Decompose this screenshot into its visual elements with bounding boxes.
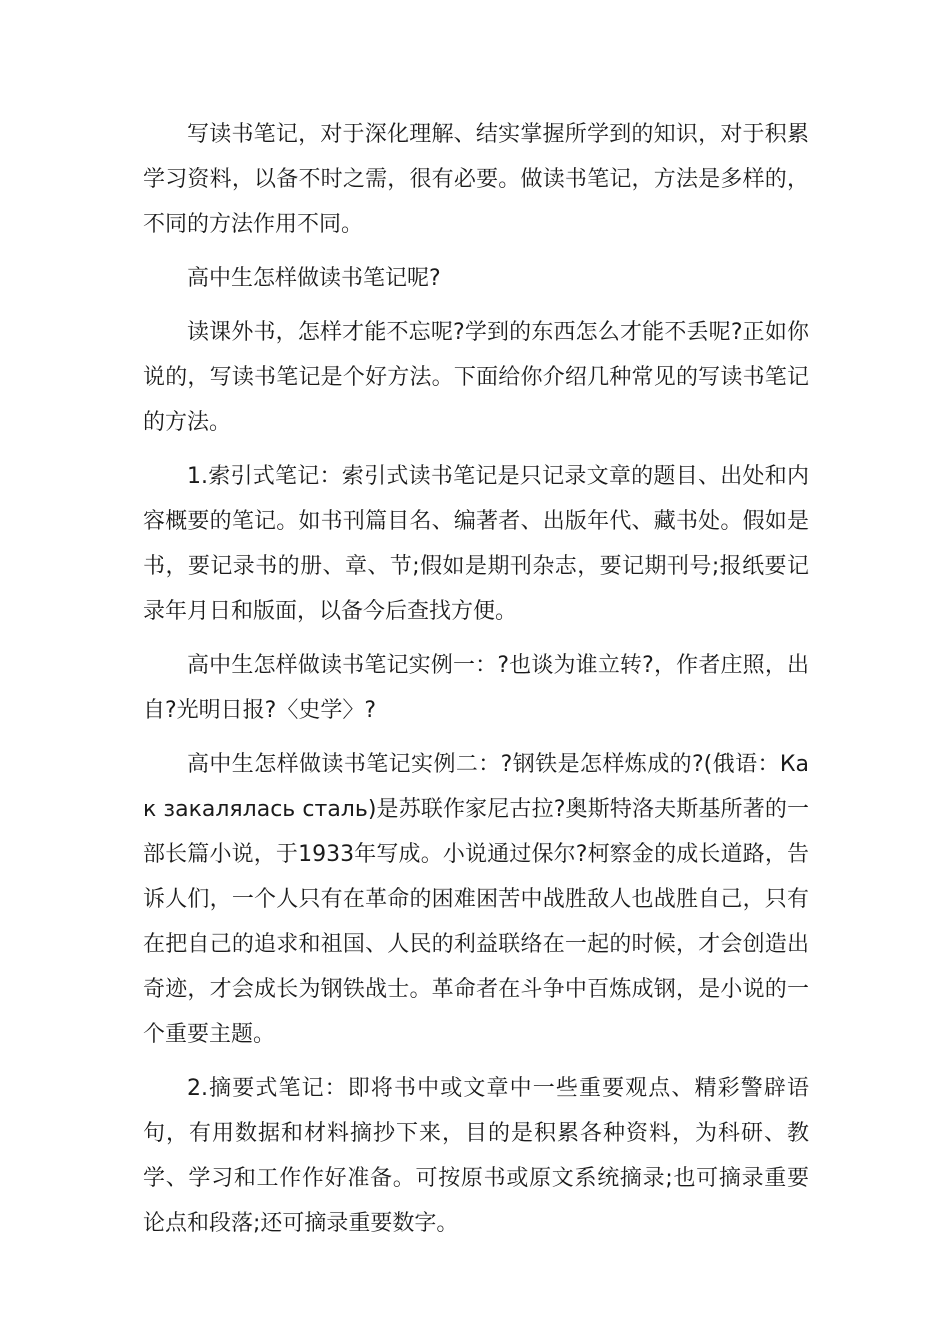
paragraph-example-two: 高中生怎样做读书笔记实例二：?钢铁是怎样炼成的?(俄语：Как закалялась сталь)是苏联作家尼古拉?奥斯特洛夫斯基所著的一部长篇小说，于1933年写成。小说通过保尔?柯察金的成长道路，告诉人们，一个人只有在革命的困难困苦中战胜敌人也战胜自己，只有在把自己的追求和祖国、人民的利益联络在一起的时候，才会创造出奇迹，才会成长为钢铁战士。革命者在斗争中百炼成钢，是小说的一个重要主题。 bbox=[143, 752, 809, 1047]
paragraph-answer: 读课外书，怎样才能不忘呢?学到的东西怎么才能不丢呢?正如你说的，写读书笔记是个好方法。下面给你介绍几种常见的写读书笔记的方法。 bbox=[143, 320, 809, 435]
paragraph-example-one: 高中生怎样做读书笔记实例一：?也谈为谁立转?，作者庄照，出自?光明日报?〈史学〉? bbox=[143, 653, 809, 723]
paragraph-intro: 写读书笔记，对于深化理解、结实掌握所学到的知识，对于积累学习资料，以备不时之需，很有必要。做读书笔记，方法是多样的，不同的方法作用不同。 bbox=[143, 122, 809, 237]
paragraph-question: 高中生怎样做读书笔记呢? bbox=[187, 266, 441, 291]
paragraph-index-notes: 1.索引式笔记：索引式读书笔记是只记录文章的题目、出处和内容概要的笔记。如书刊篇目名、编著者、出版年代、藏书处。假如是书，要记录书的册、章、节;假如是期刊杂志，要记期刊号;报纸要记录年月日和版面，以备今后查找方便。 bbox=[143, 464, 809, 624]
document-body bbox=[143, 112, 809, 1255]
paragraph-summary-notes: 2.摘要式笔记：即将书中或文章中一些重要观点、精彩警辟语句，有用数据和材料摘抄下来，目的是积累各种资料，为科研、教学、学习和工作作好准备。可按原书或原文系统摘录;也可摘录重要论点和段落;还可摘录重要数字。 bbox=[143, 1076, 809, 1236]
